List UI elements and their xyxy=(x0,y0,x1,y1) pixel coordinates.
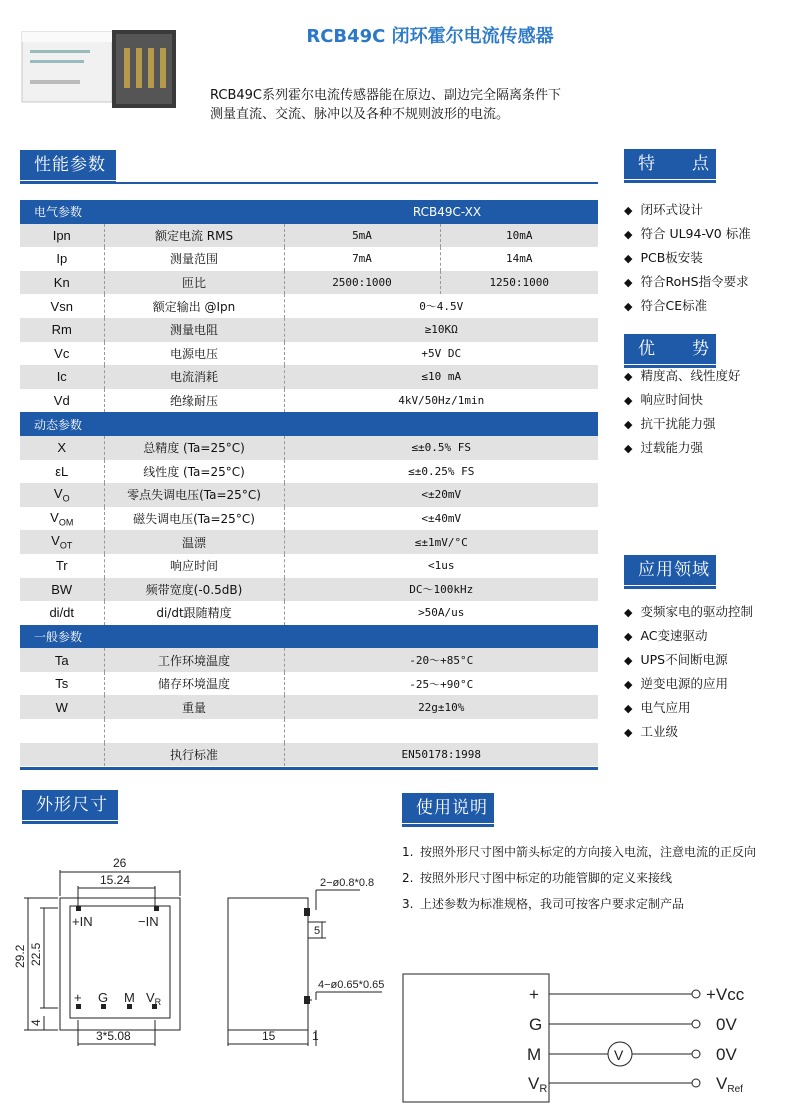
param-symbol: Ta xyxy=(20,648,104,672)
param-value: ≤±0.25% FS xyxy=(408,464,475,478)
list-item-text: 电气应用 xyxy=(640,700,691,715)
dim-pitch: 3*5.08 xyxy=(96,1029,131,1043)
performance-heading-rule xyxy=(20,182,598,184)
wiring-diagram xyxy=(402,968,798,1108)
advantages-heading: 优 势 xyxy=(624,334,716,364)
table-row xyxy=(20,743,598,767)
param-value xyxy=(284,719,598,743)
diamond-bullet-icon: ◆ xyxy=(624,228,633,241)
dim-22-5: 22.5 xyxy=(29,942,43,966)
category-general-label: 一般参数 xyxy=(20,625,598,649)
list-item-text: 过载能力强 xyxy=(640,440,703,455)
param-name: 电源电压 xyxy=(104,342,284,366)
param-name: 匝比 xyxy=(104,271,284,295)
intro-line-1: RCB49C系列霍尔电流传感器能在原边、副边完全隔离条件下 xyxy=(210,88,562,103)
diamond-bullet-icon: ◆ xyxy=(624,418,633,431)
dim-5: 5 xyxy=(314,925,321,937)
param-value: 4kV/50Hz/1min xyxy=(398,394,485,408)
usage-heading: 使用说明 xyxy=(402,793,494,823)
dimensions-heading: 外形尺寸 xyxy=(22,790,118,820)
list-item xyxy=(624,648,794,672)
usage-item xyxy=(402,842,800,868)
list-item xyxy=(624,600,794,624)
pin-label-plus-in: +IN xyxy=(72,914,93,929)
param-value: 22g±10% xyxy=(284,695,598,719)
list-item-text: UPS不间断电源 xyxy=(640,652,728,667)
table-row xyxy=(20,695,598,719)
wire-vr-label: VR xyxy=(528,1074,548,1095)
param-value-2: 14mA xyxy=(506,252,533,266)
wire-m-label: M xyxy=(527,1045,542,1064)
param-symbol: Ic xyxy=(20,365,104,389)
out-vref-label: VRef xyxy=(716,1074,743,1095)
pin-label-m: M xyxy=(124,990,135,1005)
table-row xyxy=(20,460,598,484)
param-value: +5V DC xyxy=(421,346,462,360)
param-name: 额定电流 RMS xyxy=(104,224,284,248)
dim-1: 1 xyxy=(312,1029,319,1043)
list-item-text: 逆变电源的应用 xyxy=(640,676,728,691)
param-value: -25～+90°C xyxy=(409,677,474,691)
param-symbol: εL xyxy=(20,460,104,484)
param-value-1: 2500:1000 xyxy=(284,271,440,295)
param-symbol: Vc xyxy=(20,342,104,366)
dimension-drawing xyxy=(10,850,390,1060)
usage-item-number: 3. xyxy=(402,897,414,911)
param-name: 线性度 (Ta=25°C) xyxy=(104,460,284,484)
applications-list xyxy=(624,600,794,744)
diamond-bullet-icon: ◆ xyxy=(624,702,633,715)
list-item xyxy=(624,672,794,696)
param-value: 0～4.5V xyxy=(419,300,464,314)
param-name: 频带宽度(-0.5dB) xyxy=(104,578,284,602)
list-item-text: 闭环式设计 xyxy=(640,202,703,217)
diamond-bullet-icon: ◆ xyxy=(624,606,633,619)
param-name: 温漂 xyxy=(104,530,284,554)
category-dynamic xyxy=(20,412,598,436)
category-electrical-label: 电气参数 xyxy=(20,200,284,224)
features-heading: 特 点 xyxy=(624,149,716,179)
param-value: <±40mV xyxy=(421,512,462,526)
param-symbol: Rm xyxy=(20,318,104,342)
wire-plus-label: + xyxy=(529,985,539,1004)
list-item xyxy=(624,388,794,412)
table-row xyxy=(20,271,598,295)
param-name: 重量 xyxy=(104,695,284,719)
list-item-text: 抗干扰能力强 xyxy=(640,416,716,431)
list-item xyxy=(624,696,794,720)
usage-item xyxy=(402,894,800,920)
param-name: 储存环境温度 xyxy=(104,672,284,696)
param-symbol-sub: OM xyxy=(58,517,74,528)
category-electrical xyxy=(20,200,598,224)
intro-text xyxy=(210,86,610,124)
table-row xyxy=(20,578,598,602)
out-0v-label-1: 0V xyxy=(716,1015,737,1034)
list-item-text: 符合CE标准 xyxy=(640,298,708,313)
list-item-text: 变频家电的驱动控制 xyxy=(640,604,753,619)
list-item xyxy=(624,246,794,270)
param-value: EN50178:1998 xyxy=(284,743,598,767)
param-symbol: Ipn xyxy=(20,224,104,248)
usage-item-number: 1. xyxy=(402,845,414,859)
terminal-vcc xyxy=(692,990,700,998)
param-name: 磁失调电压(Ta=25°C) xyxy=(104,507,284,531)
param-name: 测量电阻 xyxy=(104,318,284,342)
param-value-1: 7mA xyxy=(284,247,440,271)
list-item xyxy=(624,198,794,222)
param-name: 电流消耗 xyxy=(104,365,284,389)
advantages-list xyxy=(624,364,794,460)
terminal-0v-1 xyxy=(692,1020,700,1028)
dim-29-2: 29.2 xyxy=(13,944,27,968)
list-item xyxy=(624,624,794,648)
dim-15: 15 xyxy=(262,1029,276,1043)
terminal-vref xyxy=(692,1079,700,1087)
param-symbol-main: V xyxy=(51,533,60,549)
param-value: <1us xyxy=(428,559,455,573)
dim-4: 4 xyxy=(29,1019,43,1026)
param-symbol xyxy=(20,530,104,554)
terminal-0v-2 xyxy=(692,1050,700,1058)
param-value-2: 10mA xyxy=(440,224,598,248)
param-name: 响应时间 xyxy=(104,554,284,578)
out-vcc-label: +Vcc xyxy=(706,985,745,1004)
param-value: <±20mV xyxy=(284,483,598,507)
param-symbol: Ip xyxy=(20,247,104,271)
usage-item xyxy=(402,868,800,894)
table-row xyxy=(20,318,598,342)
diamond-bullet-icon: ◆ xyxy=(624,654,633,667)
param-value: ≤±0.5% FS xyxy=(284,436,598,460)
param-symbol-sub: O xyxy=(62,493,70,504)
list-item xyxy=(624,364,794,388)
param-symbol xyxy=(20,483,104,507)
diamond-bullet-icon: ◆ xyxy=(624,276,633,289)
list-item-text: 工业级 xyxy=(640,724,678,739)
table-row xyxy=(20,672,598,696)
param-value: ≤10 mA xyxy=(284,365,598,389)
list-item xyxy=(624,294,794,318)
param-symbol: Tr xyxy=(20,554,104,578)
table-row xyxy=(20,648,598,672)
param-symbol: Kn xyxy=(20,271,104,295)
voltmeter-label: V xyxy=(614,1047,624,1063)
param-symbol: di/dt xyxy=(20,601,104,625)
pin-label-minus-in: −IN xyxy=(138,914,159,929)
applications-heading: 应用领域 xyxy=(624,555,716,585)
category-electrical-model: RCB49C-XX xyxy=(284,200,598,224)
list-item xyxy=(624,222,794,246)
diamond-bullet-icon: ◆ xyxy=(624,726,633,739)
table-row xyxy=(20,601,598,625)
param-symbol xyxy=(20,719,104,743)
diamond-bullet-icon: ◆ xyxy=(624,678,633,691)
param-symbol: Ts xyxy=(20,672,104,696)
list-item-text: PCB板安装 xyxy=(640,250,703,265)
usage-item-text: 按照外形尺寸图中箭头标定的方向接入电流，注意电流的正反向 xyxy=(420,845,757,859)
page-title: RCB49C 闭环霍尔电流传感器 xyxy=(306,26,554,47)
table-row xyxy=(20,554,598,578)
spec-table-bottom-rule xyxy=(20,767,598,770)
category-general xyxy=(20,625,598,649)
param-symbol: X xyxy=(20,436,104,460)
param-value: >50A/us xyxy=(418,606,465,620)
list-item xyxy=(624,412,794,436)
category-dynamic-label: 动态参数 xyxy=(20,412,598,436)
diamond-bullet-icon: ◆ xyxy=(624,204,633,217)
list-item-text: 符合 UL94-V0 标准 xyxy=(640,226,751,241)
diamond-bullet-icon: ◆ xyxy=(624,370,633,383)
table-row xyxy=(20,719,598,743)
intro-line-2: 测量直流、交流、脉冲以及各种不规则波形的电流。 xyxy=(210,107,510,122)
table-row xyxy=(20,294,598,318)
list-item-text: 符合RoHS指令要求 xyxy=(640,274,749,289)
usage-list xyxy=(402,842,800,920)
param-name xyxy=(104,719,284,743)
param-value: DC～100kHz xyxy=(284,578,598,602)
dim-26: 26 xyxy=(113,856,127,870)
pin-label-g: G xyxy=(98,990,109,1005)
param-value: -20～+85°C xyxy=(284,648,598,672)
param-name: 零点失调电压(Ta=25°C) xyxy=(104,483,284,507)
param-symbol-sub: OT xyxy=(59,540,73,551)
list-item-text: 响应时间快 xyxy=(640,392,703,407)
param-value: ≤±1mV/°C xyxy=(284,530,598,554)
table-row xyxy=(20,365,598,389)
param-name: 执行标准 xyxy=(104,743,284,767)
list-item xyxy=(624,270,794,294)
table-row xyxy=(20,342,598,366)
table-row xyxy=(20,389,598,413)
table-row xyxy=(20,224,598,248)
table-row xyxy=(20,247,598,271)
param-name: 额定输出 @Ipn xyxy=(104,294,284,318)
pin-label-plus: + xyxy=(74,990,82,1005)
usage-item-text: 按照外形尺寸图中标定的功能管脚的定义来接线 xyxy=(420,871,673,885)
performance-heading: 性能参数 xyxy=(20,150,116,180)
dim-pin-top: 2−ø0.8*0.8 xyxy=(320,877,375,889)
param-name: 工作环境温度 xyxy=(104,648,284,672)
param-value: ≥10KΩ xyxy=(284,318,598,342)
features-list xyxy=(624,198,794,318)
side-outline xyxy=(228,898,308,1030)
usage-item-number: 2. xyxy=(402,871,414,885)
param-name: 测量范围 xyxy=(104,247,284,271)
table-row xyxy=(20,436,598,460)
wire-g-label: G xyxy=(529,1015,543,1034)
param-value-2: 1250:1000 xyxy=(440,271,598,295)
param-symbol xyxy=(20,743,104,767)
list-item xyxy=(624,436,794,460)
diamond-bullet-icon: ◆ xyxy=(624,300,633,313)
out-0v-label-2: 0V xyxy=(716,1045,737,1064)
diamond-bullet-icon: ◆ xyxy=(624,630,633,643)
dim-15-24: 15.24 xyxy=(100,873,131,887)
param-symbol: W xyxy=(20,695,104,719)
table-row xyxy=(20,483,598,507)
table-row xyxy=(20,507,598,531)
list-item-text: 精度高、线性度好 xyxy=(640,368,741,383)
param-symbol: Vd xyxy=(20,389,104,413)
param-name: 绝缘耐压 xyxy=(104,389,284,413)
list-item-text: AC变速驱动 xyxy=(640,628,708,643)
param-symbol: Vsn xyxy=(20,294,104,318)
diamond-bullet-icon: ◆ xyxy=(624,394,633,407)
list-item xyxy=(624,720,794,744)
param-symbol-main: V xyxy=(50,509,59,525)
table-row xyxy=(20,530,598,554)
diamond-bullet-icon: ◆ xyxy=(624,442,633,455)
param-name: di/dt跟随精度 xyxy=(104,601,284,625)
dim-pin-bottom: 4−ø0.65*0.65 xyxy=(318,979,385,991)
usage-item-text: 上述参数为标准规格，我司可按客户要求定制产品 xyxy=(420,897,685,911)
diamond-bullet-icon: ◆ xyxy=(624,252,633,265)
param-symbol: BW xyxy=(20,578,104,602)
spec-table xyxy=(20,200,598,766)
param-symbol xyxy=(20,507,104,531)
param-name: 总精度 (Ta=25°C) xyxy=(104,436,284,460)
param-value-1: 5mA xyxy=(284,224,440,248)
param-symbol-main: V xyxy=(53,486,63,502)
product-image xyxy=(20,20,180,110)
pin-label-vr: $V_R$ xyxy=(146,990,162,1007)
